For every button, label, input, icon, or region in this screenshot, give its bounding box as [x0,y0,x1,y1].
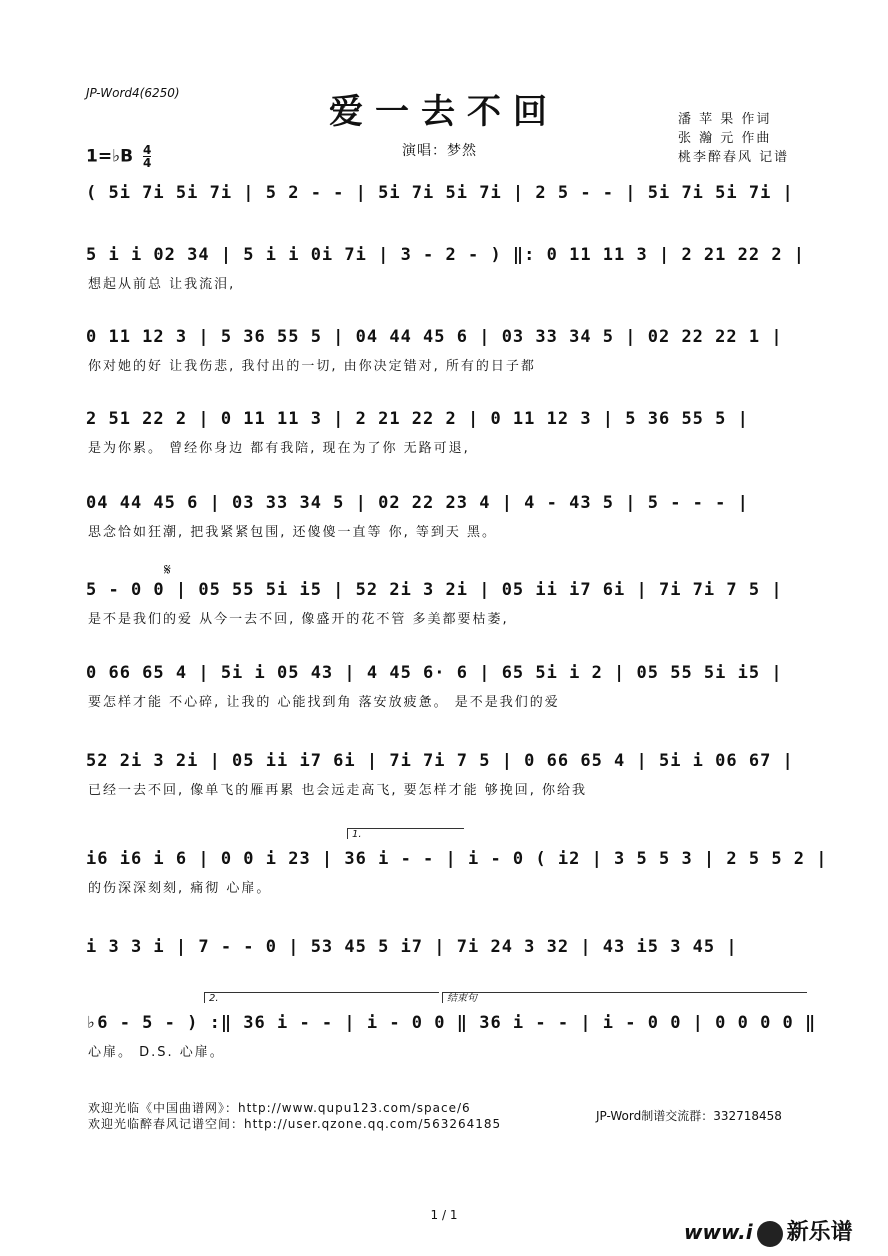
notation-row: ( 5i 7i 5i 7i | 5 2 - - | 5i 7i 5i 7i | 2 5 - - | 5i 7i 5i 7i | [86,183,794,203]
lyricist: 潘 苹 果 作词 [678,112,772,127]
volta-second: 2. [204,992,439,1003]
notation-row: 5 i i 02 34 | 5 i i 0i 7i | 3 - 2 - ) ‖: 0 11 11 3 | 2 21 22 2 | [86,245,806,265]
composer: 张 瀚 元 作曲 [678,131,772,146]
footer-link-2: 欢迎光临醉春风记谱空间：http://user.qzone.qq.com/563264185 [88,1117,502,1131]
footer-group: JP-Word制谱交流群：332718458 [596,1109,782,1123]
watermark-logo-icon [757,1221,783,1247]
page-number: 1 / 1 [430,1208,458,1222]
notation-row: 0 11 12 3 | 5 36 55 5 | 04 44 45 6 | 03 33 34 5 | 02 22 22 1 | [86,327,783,347]
lyrics-row: 你对她的好 让我伤悲, 我付出的一切, 由你决定错对, 所有的日子都 [88,359,536,374]
lyrics-row: 已经一去不回, 像单飞的雁再累 也会远走高飞, 要怎样才能 够挽回, 你给我 [88,783,588,798]
notation-row: i6 i6 i 6 | 0 0 i 23 | 36 i - - | i - 0 ( i2 | 3 5 5 3 | 2 5 5 2 | [86,849,828,869]
time-bottom: 4 [142,156,152,170]
volta-ending: 结束句 [442,992,807,1003]
footer-link-1: 欢迎光临《中国曲谱网》：http://www.qupu123.com/space/6 [88,1101,471,1115]
notation-row: i 3 3 i | 7 - - 0 | 53 45 5 i7 | 7i 24 3 32 | 43 i5 3 45 | [86,937,738,957]
notation-row: ♭6 - 5 - ) :‖ 36 i - - | i - 0 0 ‖ 36 i - - | i - 0 0 | 0 0 0 0 ‖ [86,1013,817,1033]
time-signature [143,144,151,169]
notation-row: 5 - 0 0 | 05 55 5i i5 | 52 2i 3 2i | 05 ii i7 6i | 7i 7i 7 5 | [86,580,783,600]
credits [678,110,789,167]
song-title: 爱一去不回 [329,92,559,132]
transcriber: 桃李醉春风 记谱 [678,150,790,165]
segno-icon: 𝄋 [164,560,171,579]
lyrics-row: 心扉。 D.S. 心扉。 [88,1045,225,1060]
watermark-url: www.i [684,1220,753,1244]
lyrics-row: 想起从前总 让我流泪, [88,277,236,292]
watermark [684,1215,853,1247]
key-label: 1=♭B [86,146,134,167]
footer-links [88,1100,501,1132]
notation-row: 52 2i 3 2i | 05 ii i7 6i | 7i 7i 7 5 | 0 66 65 4 | 5i i 06 67 | [86,751,794,771]
lyrics-row: 思念恰如狂潮, 把我紧紧包围, 还傻傻一直等 你, 等到天 黑。 [88,525,498,540]
software-label: JP-Word4(6250) [86,86,180,100]
lyrics-row: 是不是我们的爱 从今一去不回, 像盛开的花不管 多美都要枯萎, [88,612,509,627]
volta-first: 1. [347,828,464,839]
notation-row: 2 51 22 2 | 0 11 11 3 | 2 21 22 2 | 0 11 12 3 | 5 36 55 5 | [86,409,749,429]
notation-row: 0 66 65 4 | 5i i 05 43 | 4 45 6· 6 | 65 5i i 2 | 05 55 5i i5 | [86,663,783,683]
key-signature [86,144,151,169]
singer: 演唱：梦然 [402,143,477,159]
time-top: 4 [142,143,152,157]
lyrics-row: 要怎样才能 不心碎, 让我的 心能找到角 落安放疲惫。 是不是我们的爱 [88,695,560,710]
lyrics-row: 是为你累。 曾经你身边 都有我陪, 现在为了你 无路可退, [88,441,470,456]
watermark-brand: 新乐谱 [786,1220,853,1245]
lyrics-row: 的伤深深刻刻, 痛彻 心扉。 [88,881,272,896]
notation-row: 04 44 45 6 | 03 33 34 5 | 02 22 23 4 | 4 - 43 5 | 5 - - - | [86,493,749,513]
